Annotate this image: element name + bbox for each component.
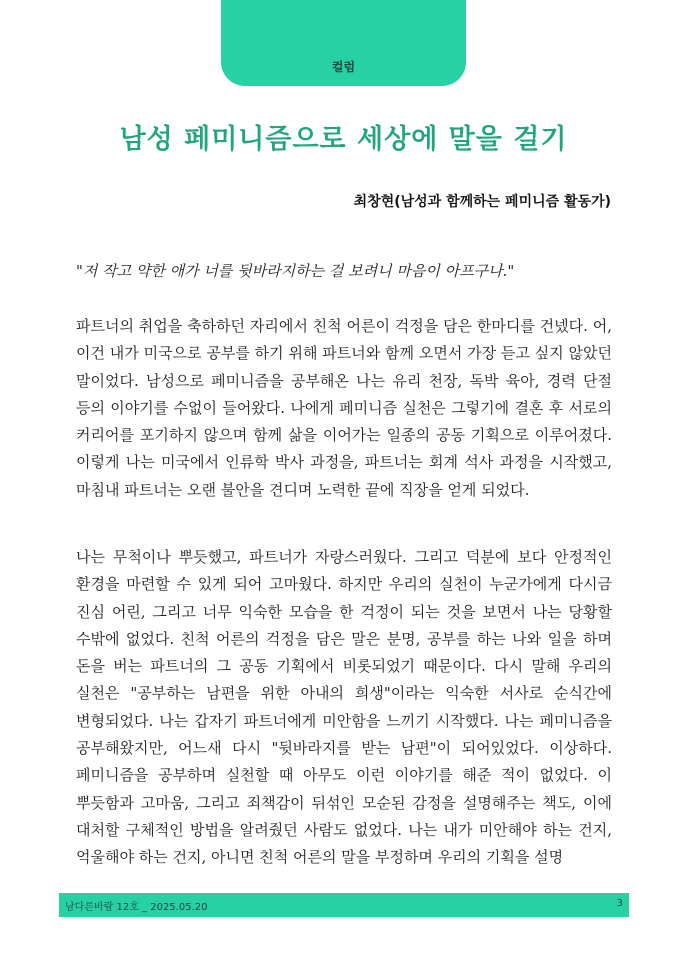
section-tab bbox=[221, 0, 466, 86]
article-title: 남성 페미니즘으로 세상에 말을 걸기 bbox=[119, 124, 568, 155]
opening-quote: "저 작고 약한 애가 너를 뒷바라지하는 걸 보려니 마음이 아프구나." bbox=[76, 262, 515, 280]
footer-bar bbox=[59, 893, 629, 917]
section-label: 컬럼 bbox=[331, 60, 356, 74]
body-paragraph-2: 나는 무척이나 뿌듯했고, 파트너가 자랑스러웠다. 그리고 덕분에 보다 안정적인 환경을 마련할 수 있게 되어 고마웠다. 하지만 우리의 실천이 누군가에게 다시금 진심 어린, 그리고 너무 익숙한 모습을 한 걱정이 되는 것을 보면서 나는 당황할 수밖에 없었다. 친척 어른의 걱정을 담은 말은 분명, 공부를 하는 나와 일을 하며 돈을 버는 파트너의 그 공동 기획에서 비롯되었기 때문이다. 다시 말해 우리의 실천은 "공부하는 남편을 위한 아내의 희생"이라는 익숙한 서사로 순식간에 변형되었다. 나는 갑자기 파트너에게 미안함을 느끼기 시작했다. 나는 페미니즘을 공부해왔지만, 어느새 다시 "뒷바라지를 받는 남편"이 되어있었다. 이상하다. 페미니즘을 공부하며 실천할 때 아무도 이런 이야기를 해준 적이 없었다. 이 뿌듯함과 고마움, 그리고 죄책감이 뒤섞인 모순된 감정을 설명해주는 책도, 이에 대처할 구체적인 방법을 알려줬던 사람도 없었다. 나는 내가 미안해야 하는 건지, 억울해야 하는 건지, 아니면 친척 어른의 말을 부정하며 우리의 기획을 설명 bbox=[76, 548, 612, 867]
body-paragraph-1: 파트너의 취업을 축하하던 자리에서 친척 어른이 걱정을 담은 한마디를 건넸다. 어, 이건 내가 미국으로 공부를 하기 위해 파트너와 함께 오면서 가장 듣고 싶지 않았던 말이었다. 남성으로 페미니즘을 공부해온 나는 유리 천장, 독박 육아, 경력 단절 등의 이야기를 수없이 들어왔다. 나에게 페미니즘 실천은 그렇기에 결혼 후 서로의 커리어를 포기하지 않으며 함께 삶을 이어가는 일종의 공동 기획으로 이루어졌다. 이렇게 나는 미국에서 인류학 박사 과정을, 파트너는 회계 석사 과정을 시작했고, 마침내 파트너는 오랜 불안을 견디며 노력한 끝에 직장을 얻게 되었다. bbox=[76, 317, 612, 499]
article-byline: 최창현(남성과 함께하는 페미니즘 활동가) bbox=[353, 194, 611, 210]
footer-issue-info: 남다른바람 12호 _ 2025.05.20 bbox=[65, 902, 208, 913]
page-number: 3 bbox=[616, 898, 623, 909]
